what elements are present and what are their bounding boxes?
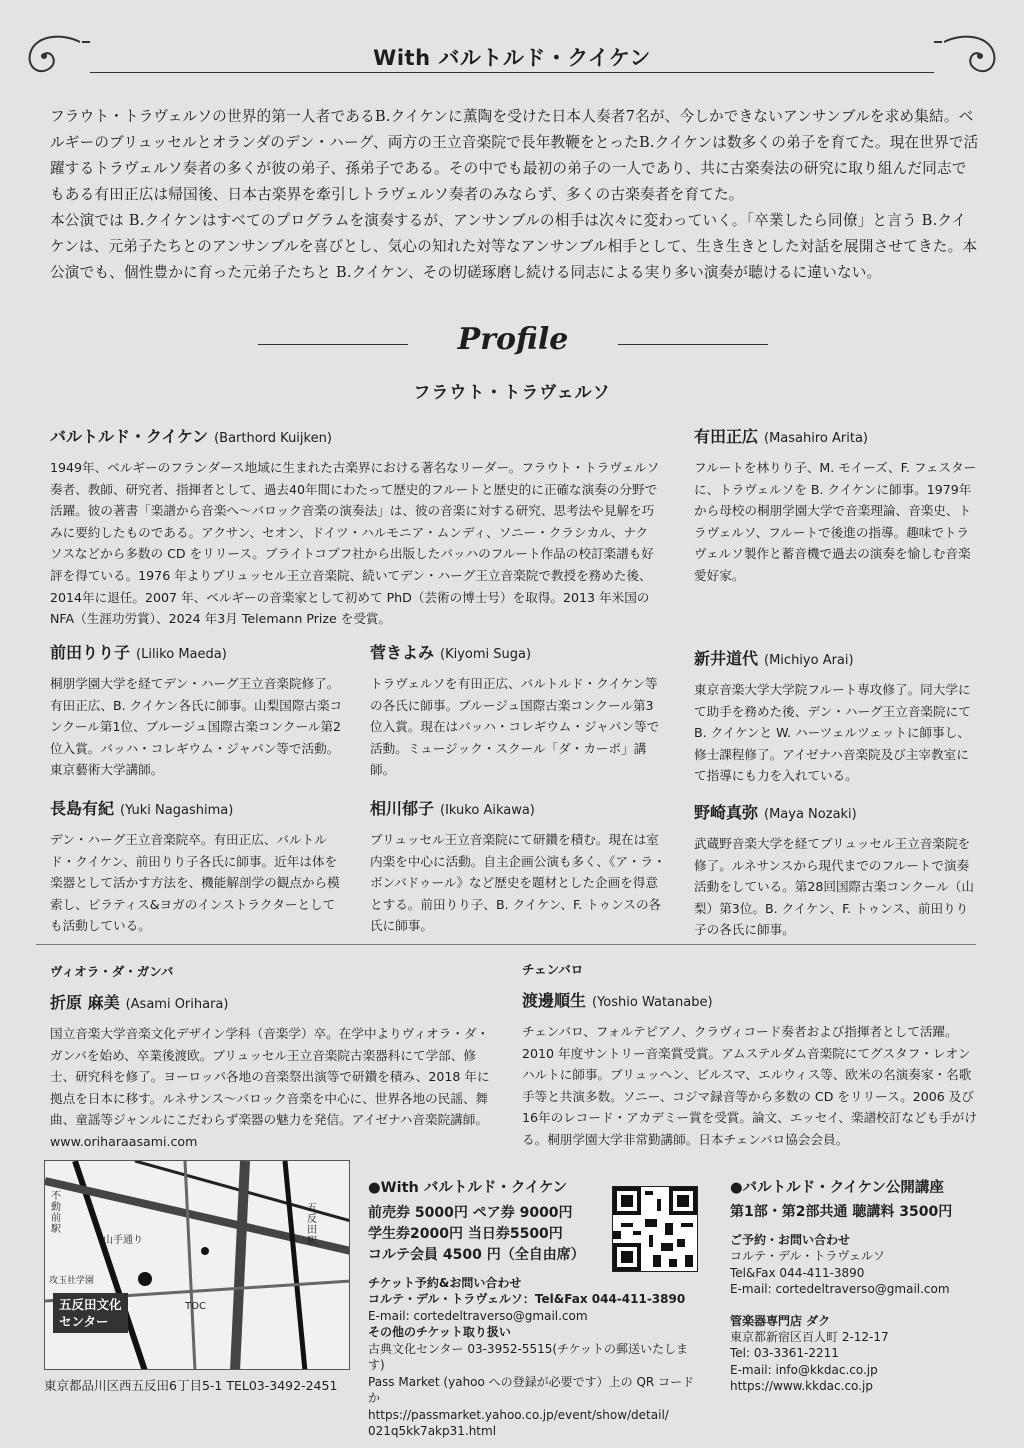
header — [20, 30, 1004, 90]
profile-title: Profile — [457, 322, 569, 357]
venue-label: 五反田文化 センター — [53, 1293, 128, 1333]
person-name: 渡邊順生 (Yoshio Watanabe) — [522, 991, 713, 1010]
profile-heading — [258, 322, 768, 366]
lecture-contact-tel: Tel&Fax 044-411-3890 — [730, 1265, 865, 1280]
instrument-label: ヴィオラ・ダ・ガンバ — [50, 964, 174, 979]
map-label-station: 五反田駅 — [307, 1203, 317, 1247]
person-bio: ブリュッセル王立音楽院にて研鑽を積む。現在は室内楽を中心に活動。自主企画公演も多く、《ア・ラ・ボンバドゥール》など歴史を題材とした企画を得意とする。前田りり子、B. クイケン、F. トゥンスの各氏に師事。 — [370, 832, 666, 934]
person-bio: 武蔵野音楽大学を経てブリュッセル王立音楽院を修了。ルネサンスから現代までのフルートで演奏活動をしている。第28回国際古楽コンクール（山梨）第3位。B. クイケン、F. トゥンス、前田りり子の各氏に師事。 — [694, 836, 974, 938]
lecture-heading: ●バルトルド・クイケン公開講座 — [730, 1180, 944, 1196]
other-heading: その他のチケット取り扱い — [368, 1325, 511, 1339]
venue-map — [44, 1160, 350, 1370]
instrument-title: フラウト・トラヴェルソ — [413, 383, 611, 403]
reserve-heading: チケット予約&お問い合わせ — [368, 1276, 522, 1290]
person-name: 有田正広 (Masahiro Arita) — [694, 427, 868, 446]
profile-watanabe — [522, 960, 978, 1151]
profile-aikawa — [370, 796, 666, 937]
lecture-contact-email[interactable]: E-mail: cortedeltraverso@gmail.com — [730, 1282, 950, 1296]
passmarket-url-tail[interactable]: 021q5kk7akp31.html — [368, 1424, 497, 1438]
other-line: Pass Market (yahoo への登録が必要です）上の QR コードか — [368, 1374, 695, 1405]
lecture-price: 第1部・第2部共通 聴講料 3500円 — [730, 1204, 953, 1220]
page-title: With バルトルド・クイケン — [373, 46, 651, 70]
instrument-label: チェンバロ — [522, 962, 584, 977]
map-label-toc: TOC — [185, 1301, 206, 1312]
profile-nozaki — [694, 800, 978, 941]
profile-arita — [694, 424, 978, 587]
person-bio: 東京音楽大学大学院フルート専攻修了。同大学にて助手を務めた後、デン・ハーグ王立音楽院にて B. クイケンと W. ハーツェルツェットに師事し、修士課程修了。アイゼナハ音楽院及び主宰教室にて指導にも力を入れている。 — [694, 682, 971, 784]
person-name: バルトルド・クイケン (Barthord Kuijken) — [50, 427, 332, 446]
person-name: 前田りり子 (Liliko Maeda) — [50, 643, 227, 662]
profile-kuijken — [50, 424, 660, 630]
header-rule — [90, 72, 934, 73]
profile-suga — [370, 640, 666, 781]
intro-paragraph-1: フラウト・トラヴェルソの世界的第一人者であるB.クイケンに薫陶を受けた日本人奏者7名が、今しかできないアンサンブルを求め集結。ベルギーのブリュッセルとオランダのデン・ハーグ、両方の王立音楽院で長年教鞭をとったB.クイケンは数多くの弟子を育てた。現在世界で活躍するトラヴェルソ奏者の多くが彼の弟子、孫弟子である。その中でも最初の弟子の一人であり、共に古楽奏法の研究に取り組んだ同志でもある有田正広は帰国後、日本古楽界を牽引しトラヴェルソ奏者のみならず、多くの古楽奏者を育てた。 — [50, 108, 979, 203]
passmarket-url[interactable]: https://passmarket.yahoo.co.jp/event/show/detail/ — [368, 1407, 669, 1422]
qr-code-icon[interactable] — [612, 1186, 698, 1272]
price-line: 前売券 5000円 ペア券 9000円 — [368, 1205, 573, 1221]
map-label-yamate: 山手通り — [103, 1235, 143, 1246]
lecture-contact-heading: ご予約・お問い合わせ — [730, 1233, 851, 1247]
profile-orihara — [50, 962, 498, 1153]
person-name: 長島有紀 (Yuki Nagashima) — [50, 799, 234, 818]
profile-rule-right — [618, 344, 768, 345]
map-label-school: 攻玉社学園 — [49, 1276, 95, 1286]
reserve-email[interactable]: E-mail: cortedeltraverso@gmail.com — [368, 1308, 588, 1323]
venue-address: 東京都品川区西五反田6丁目5-1 TEL03-3492-2451 — [44, 1378, 338, 1393]
shop-email[interactable]: E-mail: info@kkdac.co.jp — [730, 1362, 878, 1377]
shop-tel: Tel: 03-3361-2211 — [730, 1346, 839, 1360]
person-bio: フルートを林りり子、M. モイーズ、F. フェスターに、トラヴェルソを B. クイケンに師事。1979年から母校の桐朋学園大学で音楽理論、音楽史、トラヴェルソ、フルートで後進の指導。趣味でトラヴェルソ製作と蓄音機で過去の演奏を愉しむ音楽愛好家。 — [694, 460, 977, 583]
person-name: 野崎真弥 (Maya Nozaki) — [694, 803, 857, 822]
price-line: コルテ会員 4500 円（全自由席） — [368, 1247, 585, 1263]
person-bio: 国立音楽大学音楽文化デザイン学科（音楽学）卒。在学中よりヴィオラ・ダ・ガンバを始め、卒業後渡欧。ブリュッセル王立音楽院古楽器科にて学部、修士、研究科を修了。ヨーロッパ各地の音楽祭出演等で研鑽を積み、2018 年に拠点を日本に移す。ルネサンス～バロック音楽を中心に、世界各地の民謡、舞曲、童謡等ジャンルにこだわらず楽器の魅力を発信。アイゼナハ音楽院講師。www.oriharaasami.com — [50, 1026, 490, 1149]
price-line: 学生券2000円 当日券5500円 — [368, 1226, 563, 1242]
person-bio: 桐朋学園大学を経てデン・ハーグ王立音楽院修了。有田正広、B. クイケン各氏に師事。山梨国際古楽コンクール第1位、ブルージュ国際古楽コンクール第2位入賞。バッハ・コレギウム・ジャパン等で活動。東京藝術大学講師。 — [50, 676, 343, 778]
ticket-heading: ●With バルトルド・クイケン — [368, 1180, 568, 1196]
person-name: 新井道代 (Michiyo Arai) — [694, 649, 854, 668]
intro-paragraph-2: 本公演では B.クイケンはすべてのプログラムを演奏するが、アンサンブルの相手は次々に変わっていく。「卒業したら同僚」と言う B.クイケンは、元弟子たちとのアンサンブルを喜びとし、気心の知れた対等なアンサンブル相手として、生き生きとした対話を展開させてきた。本公演でも、個性豊かに育った元弟子たちと B.クイケン、その切磋琢磨し続ける同志による実り多い演奏が聴けるに違いない。 — [50, 212, 978, 281]
section-divider — [36, 944, 976, 945]
person-name: 折原 麻美 (Asami Orihara) — [50, 993, 229, 1012]
lecture-info — [730, 1176, 1000, 1395]
shop-url[interactable]: https://www.kkdac.co.jp — [730, 1379, 873, 1393]
person-bio: 1949年、ベルギーのフランダース地域に生まれた古楽界における著名なリーダー。フラウト・トラヴェルソ奏者、教師、研究者、指揮者として、過去40年間にわたって歴史的フルートと歴史的に正確な演奏の分野で活躍。彼の著書「楽譜から音楽へ～バロック音楽の演奏法」は、彼の音楽に対する研究、思考法や見解を巧みに要約したものである。アクサン、セオン、ドイツ・ハルモニア・ムンディ、ソニー・クラシカル、ナクソスなどから多数の CD をリリース。ブライトコプフ社から出版したバッハのフルート作品の校訂楽譜も好評を得ている。1976 年よりブリュッセル王立音楽院、続いてデン・ハーグ王立音楽院で教授を務めた後、2014年に退任。2007 年、ベルギーの音楽家として初めて PhD（芸術の博士号）を取得。2013 年米国の NFA（生涯功労賞）、2024 年3月 Telemann Prize を受賞。 — [50, 460, 660, 627]
profile-maeda — [50, 640, 346, 781]
reserve-line: コルテ・デル・トラヴェルソ：Tel&Fax 044-411-3890 — [368, 1292, 686, 1306]
profile-arai — [694, 646, 978, 787]
person-bio: チェンバロ、フォルテピアノ、クラヴィコード奏者および指揮者として活躍。2010 年度サントリー音楽賞受賞。アムステルダム音楽院にてグスタフ・レオンハルトに師事。ブリュッヘン、ビルスマ、エルウィス等、欧米の名演奏家・名歌手等と共演多数。ソニー、コジマ録音等から多数の CD をリリース。2006 及び 16年のレコード・アカデミー賞を受賞。論文、エッセイ、楽譜校訂なども手がける。桐朋学園大学非常勤講師。日本チェンバロ協会会員。 — [522, 1024, 977, 1147]
person-name: 相川郁子 (Ikuko Aikawa) — [370, 799, 535, 818]
profile-nagashima — [50, 796, 346, 937]
intro-text — [50, 104, 980, 286]
shop-heading: 管楽器専門店 ダク — [730, 1313, 831, 1328]
map-roads — [45, 1161, 350, 1370]
map-label-fudomae: 不動前駅 — [51, 1191, 61, 1235]
person-bio: デン・ハーグ王立音楽院卒。有田正広、バルトルド・クイケン、前田りり子各氏に師事。近年は体を楽器として活かす方法を、機能解剖学の観点から模索し、ピラティス&ヨガのインストラクターとしても活動している。 — [50, 832, 340, 934]
person-name: 菅きよみ (Kiyomi Suga) — [370, 643, 532, 662]
lecture-contact-name: コルテ・デル・トラヴェルソ — [730, 1249, 885, 1263]
shop-address: 東京都新宿区百人町 2-12-17 — [730, 1329, 889, 1344]
person-bio: トラヴェルソを有田正広、バルトルド・クイケン等の各氏に師事。ブルージュ国際古楽コンクール第3位入賞。現在はバッハ・コレギウム・ジャパン等で活動。ミュージック・スクール「ダ・カーポ」講師。 — [370, 676, 660, 778]
other-line: 古典文化センター 03-3952-5515(チケットの郵送いたします) — [368, 1341, 688, 1372]
